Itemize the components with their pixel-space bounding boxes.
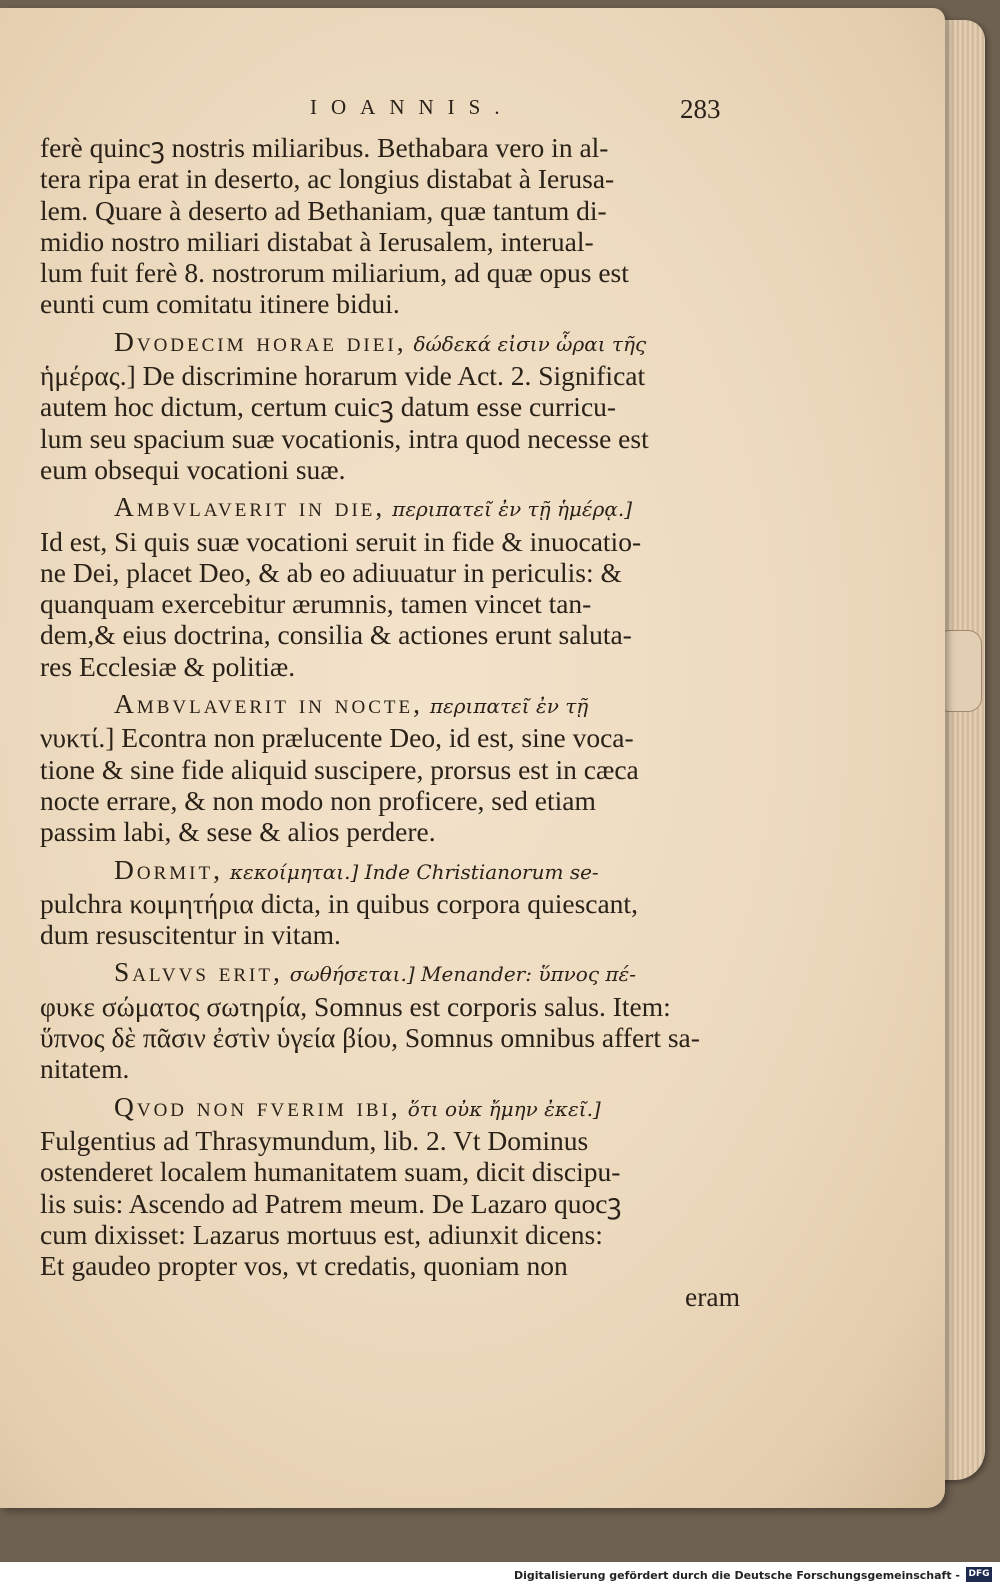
text-line: eum obsequi vocationi suæ.	[40, 453, 346, 485]
lemma: Qvod non fverim ibi,	[114, 1090, 401, 1122]
text-line: pulchra κοιμητήρια dicta, in quibus corpora quiescant,	[40, 887, 638, 919]
greek-lemma: περιπατεῖ ἐν τῇ	[429, 694, 589, 719]
text-line: cum dixisset: Lazarus mortuus est, adiunxit dicens:	[40, 1218, 603, 1250]
greek-lemma: περιπατεῖ ἐν τῇ ἡμέρᾳ.]	[392, 497, 633, 522]
text-line: Id est, Si quis suæ vocationi seruit in fide & inuocatio-	[40, 525, 642, 557]
text-line: autem hoc dictum, certum cuicꝫ datum esse curricu-	[40, 391, 617, 423]
entry-duodecim	[40, 326, 740, 485]
text-line: ἡμέρας.] De discrimine horarum vide Act. 2. Significat	[40, 360, 646, 392]
text-line: νυκτί.] Econtra non prælucente Deo, id est, sine voca-	[40, 722, 634, 754]
lemma: Ambvlaverit in nocte,	[114, 688, 423, 720]
text-line: nocte errare, & non modo non proficere, sed etiam	[40, 784, 596, 816]
entry-head	[40, 491, 740, 525]
text-line: ferè quincꝫ nostris miliaribus. Bethabara vero in al-	[40, 132, 609, 163]
text-line: eunti cum comitatu itinere bidui.	[40, 288, 400, 320]
entry-ambulaverit-die	[40, 491, 740, 682]
text-line: dem,& eius doctrina, consilia & actiones erunt saluta-	[40, 619, 632, 651]
digitization-footer	[0, 1562, 1000, 1589]
text-line: tione & sine fide aliquid suscipere, prorsus est in cæca	[40, 753, 639, 785]
text-line: Et gaudeo propter vos, vt credatis, quoniam non	[40, 1250, 568, 1282]
lemma: Salvvs erit,	[114, 956, 283, 988]
entry-head	[40, 326, 740, 360]
text-line: lum seu spacium suæ vocationis, intra quod necesse est	[40, 422, 649, 454]
entry-quod-non-fuerim	[40, 1091, 740, 1313]
entry-ambulaverit-nocte	[40, 688, 740, 847]
greek-lemma: κεκοίμηται.] Inde Christianorum se-	[229, 859, 599, 884]
text-line: ne Dei, placet Deo, & ab eo adiuuatur in periculis: &	[40, 556, 622, 588]
entry-head	[40, 956, 740, 990]
greek-lemma: ὅτι οὐκ ἤμην ἐκεῖ.]	[407, 1096, 601, 1121]
catchword: eram	[685, 1281, 740, 1313]
page-text	[40, 96, 740, 1319]
greek-lemma: δώδεκά εἰσιν ὧραι τῆς	[413, 331, 647, 356]
lemma: Dvodecim horae diei,	[114, 325, 407, 357]
text-line: nitatem.	[40, 1053, 130, 1085]
text-line: lis suis: Ascendo ad Patrem meum. De Lazaro quocꝫ	[40, 1187, 622, 1219]
entry-head	[40, 688, 740, 722]
text-line: ostenderet localem humanitatem suam, dicit discipu-	[40, 1156, 621, 1188]
entry-head	[40, 854, 740, 888]
text-line: dum resuscitentur in vitam.	[40, 919, 341, 951]
entry-head	[40, 1091, 740, 1125]
text-line: midio nostro miliari distabat à Ierusalem, interual-	[40, 225, 594, 257]
text-line: lem. Quare à deserto ad Bethaniam, quæ tantum di-	[40, 194, 607, 226]
text-line: quanquam exercebitur ærumnis, tamen vincet tan-	[40, 588, 592, 620]
lemma: Dormit,	[114, 853, 223, 885]
text-line: φυκε σώματος σωτηρία, Somnus est corporis salus. Item:	[40, 990, 671, 1022]
running-head: IOANNIS.	[310, 95, 514, 119]
text-line: tera ripa erat in deserto, ac longius distabat à Ierusa-	[40, 163, 615, 195]
text-line: ὕπνος δὲ πᾶσιν ἐστὶν ὑγεία βίου, Somnus omnibus affert sa-	[40, 1022, 700, 1054]
text-line: res Ecclesiæ & politiæ.	[40, 650, 296, 682]
footer-credit: Digitalisierung gefördert durch die Deutsche Forschungsgemeinschaft -	[513, 1569, 960, 1582]
page-number: 283	[680, 94, 721, 124]
page-header	[40, 92, 740, 132]
book-page	[0, 8, 945, 1508]
dfg-logo: DFG	[966, 1567, 992, 1582]
greek-lemma: σωθήσεται.] Menander: ὕπνος πέ-	[289, 962, 637, 987]
paragraph-intro	[40, 132, 740, 320]
entry-dormit	[40, 854, 740, 951]
text-line: lum fuit ferè 8. nostrorum miliarium, ad quæ opus est	[40, 257, 629, 289]
text-line: passim labi, & sese & alios perdere.	[40, 816, 436, 848]
lemma: Ambvlaverit in die,	[114, 491, 386, 523]
text-line: Fulgentius ad Thrasymundum, lib. 2. Vt Dominus	[40, 1124, 589, 1156]
entry-salvus	[40, 956, 740, 1084]
